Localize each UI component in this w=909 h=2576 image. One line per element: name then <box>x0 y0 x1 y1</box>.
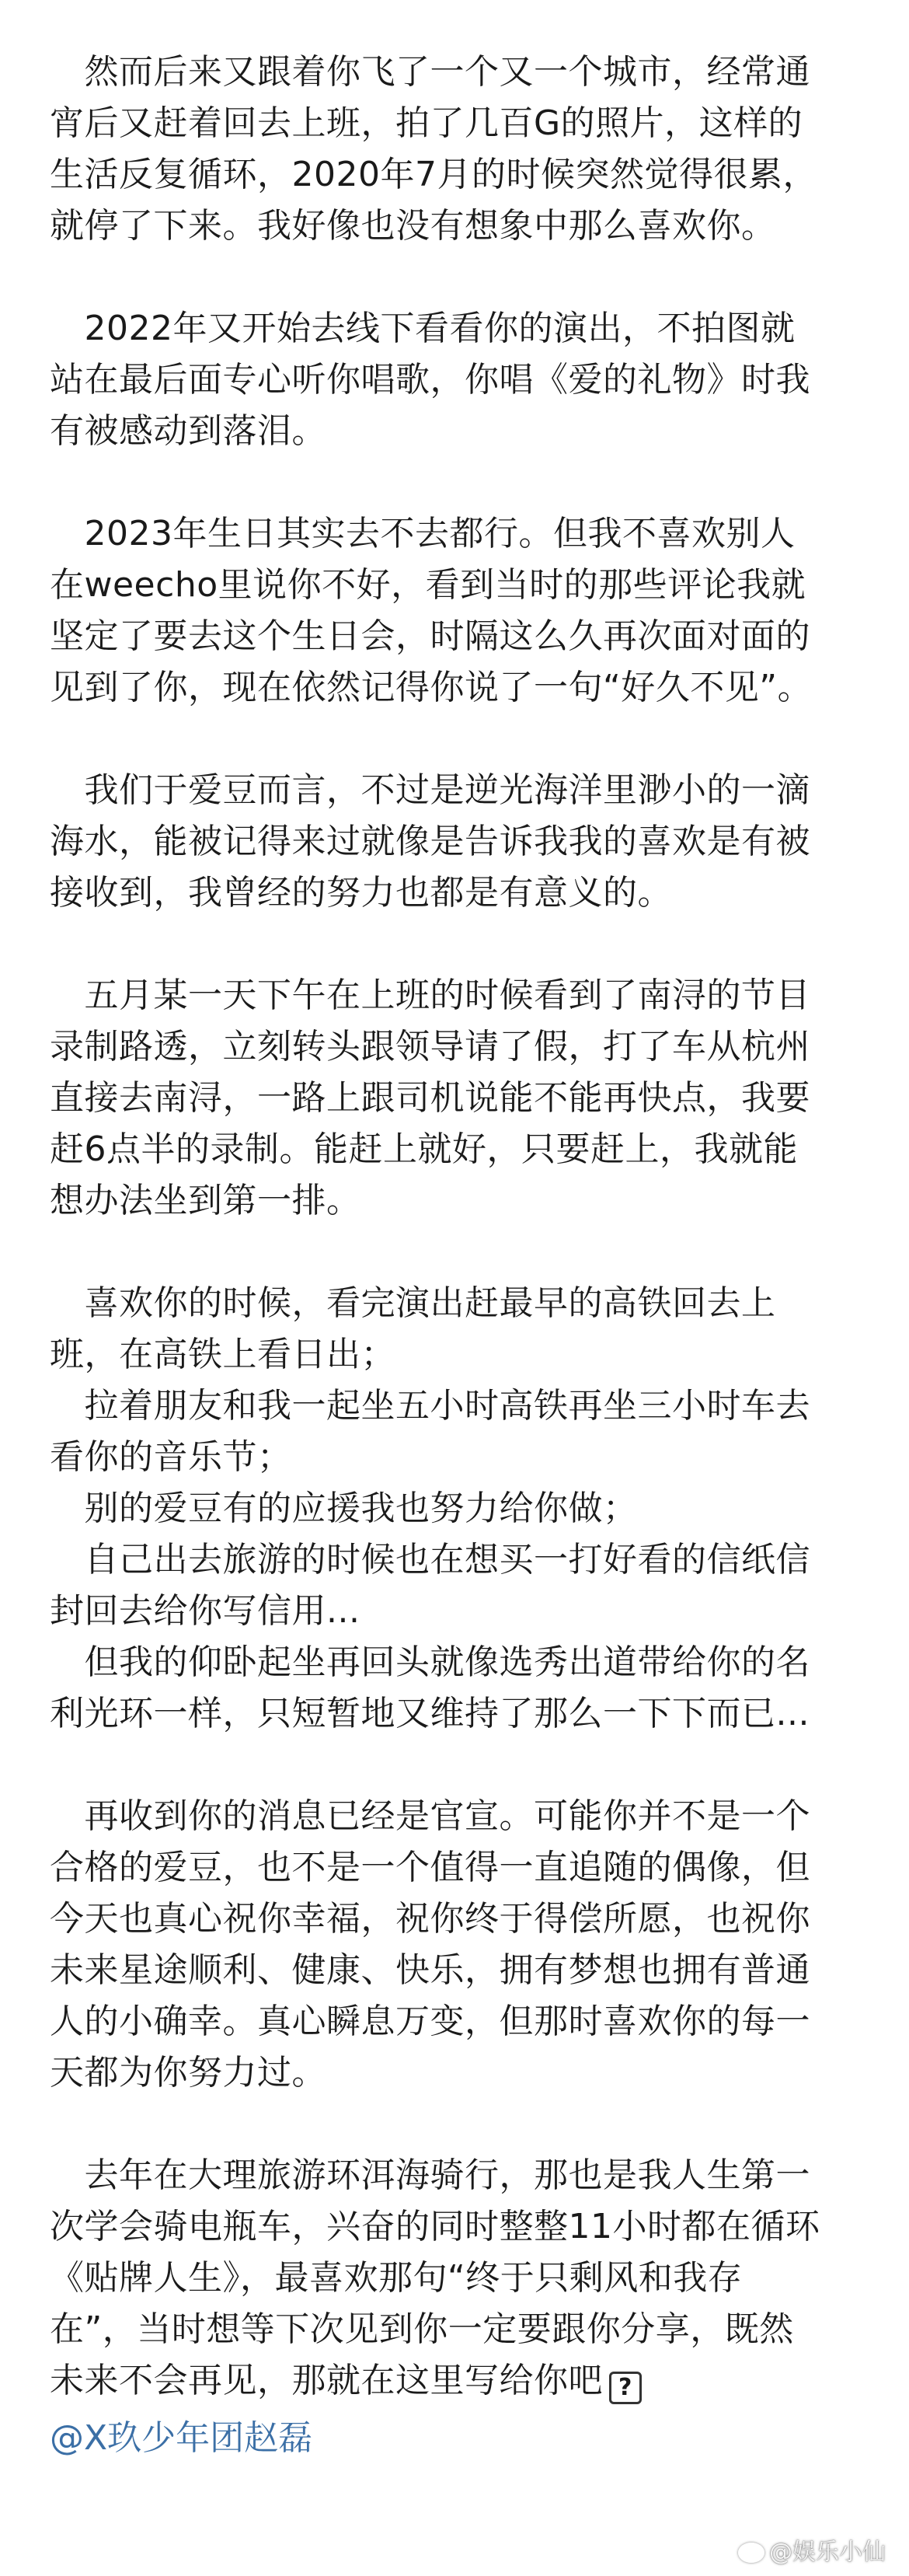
text-line-content: 自己出去旅游的时候也在想买一打好看的信纸信 <box>50 1540 810 1579</box>
text-line <box>50 98 859 149</box>
text-line <box>50 1278 859 1329</box>
text-line <box>50 508 859 560</box>
post-content <box>50 47 859 2407</box>
text-line <box>50 1791 859 1842</box>
text-line-content: 直接去南浔，一路上跟司机说能不能再快点，我要 <box>50 1078 810 1118</box>
text-line <box>50 2253 859 2304</box>
paragraph <box>50 765 859 919</box>
text-line-content: 未来不会再见，那就在这里写给你吧 <box>50 2361 603 2400</box>
text-line <box>50 1534 859 1586</box>
text-line-content: 我们于爱豆而言，不过是逆光海洋里渺小的一滴 <box>50 770 810 810</box>
paragraph <box>50 1791 859 2099</box>
text-line <box>50 406 859 457</box>
text-line <box>50 149 859 201</box>
text-line-content: 站在最后面专心听你唱歌，你唱《爱的礼物》时我 <box>50 360 810 400</box>
text-line-content: 赶6点半的录制。能赶上就好，只要赶上，我就能 <box>50 1129 798 1169</box>
text-line-content: 生活反复循环，2020年7月的时候突然觉得很累， <box>50 155 817 194</box>
text-line-content: 去年在大理旅游环洱海骑行，那也是我人生第一 <box>50 2155 810 2195</box>
text-line <box>50 201 859 252</box>
text-line-content: 就停了下来。我好像也没有想象中那么喜欢你。 <box>50 206 776 246</box>
paragraph <box>50 303 859 457</box>
text-line-content: 但我的仰卧起坐再回头就像选秀出道带给你的名 <box>50 1642 810 1682</box>
text-line <box>50 1124 859 1175</box>
text-line <box>50 1996 859 2047</box>
text-line <box>50 354 859 406</box>
text-line <box>50 816 859 867</box>
watermark <box>738 2532 886 2567</box>
text-line-content: 宵后又赶着回去上班，拍了几百G的照片，这样的 <box>50 103 803 143</box>
text-line <box>50 1637 859 1688</box>
text-line-content: 《贴牌人生》，最喜欢那句“终于只剩风和我存 <box>50 2258 743 2298</box>
text-line <box>50 1688 859 1740</box>
text-line-content: 接收到，我曾经的努力也都是有意义的。 <box>50 873 672 913</box>
text-line <box>50 1329 859 1380</box>
text-line-content: 再收到你的消息已经是官宣。可能你并不是一个 <box>50 1796 810 1836</box>
text-line <box>50 1021 859 1073</box>
watermark-text: @娱乐小仙 <box>769 2539 886 2566</box>
text-line-content: 封回去给你写信用... <box>50 1591 360 1631</box>
text-line <box>50 1380 859 1432</box>
text-line <box>50 303 859 354</box>
text-line-content: 2022年又开始去线下看看你的演出，不拍图就 <box>50 309 796 348</box>
text-line <box>50 867 859 919</box>
text-line <box>50 2047 859 2099</box>
text-line-content: 2023年生日其实去不去都行。但我不喜欢别人 <box>50 514 796 553</box>
text-line-content: 次学会骑电瓶车，兴奋的同时整整11小时都在循环 <box>50 2207 820 2246</box>
text-line-content: 五月某一天下午在上班的时候看到了南浔的节目 <box>50 976 810 1015</box>
text-line-content: 在”，当时想等下次见到你一定要跟你分享，既然 <box>50 2309 794 2349</box>
text-line <box>50 1586 859 1637</box>
text-line <box>50 662 859 714</box>
text-line-content: 人的小确幸。真心瞬息万变，但那时喜欢你的每一 <box>50 2002 810 2041</box>
text-line-content: 班，在高铁上看日出； <box>50 1335 395 1374</box>
text-line <box>50 1073 859 1124</box>
text-line <box>50 47 859 98</box>
text-line <box>50 2201 859 2253</box>
text-line-content: 喜欢你的时候，看完演出赶最早的高铁回去上 <box>50 1283 776 1323</box>
text-line-content: 想办法坐到第一排。 <box>50 1181 361 1220</box>
text-line-content: 然而后来又跟着你飞了一个又一个城市，经常通 <box>50 52 810 92</box>
text-line-content: 今天也真心祝你幸福，祝你终于得偿所愿，也祝你 <box>50 1899 810 1939</box>
paragraph <box>50 508 859 714</box>
text-line <box>50 1432 859 1483</box>
text-line-content: 录制路透，立刻转头跟领导请了假，打了车从杭州 <box>50 1027 810 1066</box>
text-line <box>50 2150 859 2201</box>
text-line <box>50 2355 859 2407</box>
text-line-content: 坚定了要去这个生日会，时隔这么久再次面对面的 <box>50 616 810 656</box>
text-line <box>50 1894 859 1945</box>
text-line <box>50 1483 859 1534</box>
weibo-logo-icon <box>738 2543 764 2563</box>
text-line-content: 海水，能被记得来过就像是告诉我我的喜欢是有被 <box>50 822 810 861</box>
text-line <box>50 2304 859 2355</box>
text-line-content: 利光环一样，只短暂地又维持了那么一下下而已... <box>50 1694 810 1733</box>
text-line <box>50 611 859 662</box>
text-line <box>50 970 859 1021</box>
text-line-content: 看你的音乐节； <box>50 1437 292 1477</box>
paragraph <box>50 970 859 1227</box>
text-line-content: 在weecho里说你不好，看到当时的那些评论我就 <box>50 565 806 605</box>
text-line <box>50 1945 859 1996</box>
text-line-content: 拉着朋友和我一起坐五小时高铁再坐三小时车去 <box>50 1386 810 1426</box>
mention-link[interactable]: @X玖少年团赵磊 <box>50 2418 313 2458</box>
text-line-content: 未来星途顺利、健康、快乐，拥有梦想也拥有普通 <box>50 1950 810 1990</box>
text-line-content: 合格的爱豆，也不是一个值得一直追随的偶像，但 <box>50 1848 810 1887</box>
text-line <box>50 1175 859 1227</box>
text-line-content: 见到了你，现在依然记得你说了一句“好久不见”。 <box>50 668 813 707</box>
text-line-content: 天都为你努力过。 <box>50 2053 326 2093</box>
paragraph <box>50 2150 859 2407</box>
paragraph <box>50 47 859 252</box>
text-line-content: 有被感动到落泪。 <box>50 411 326 451</box>
text-line <box>50 765 859 816</box>
paragraph <box>50 1278 859 1740</box>
text-line <box>50 560 859 611</box>
text-line <box>50 1842 859 1894</box>
unknown-emoji-icon: ? <box>609 2372 642 2404</box>
text-line-content: 别的爱豆有的应援我也努力给你做； <box>50 1489 638 1528</box>
